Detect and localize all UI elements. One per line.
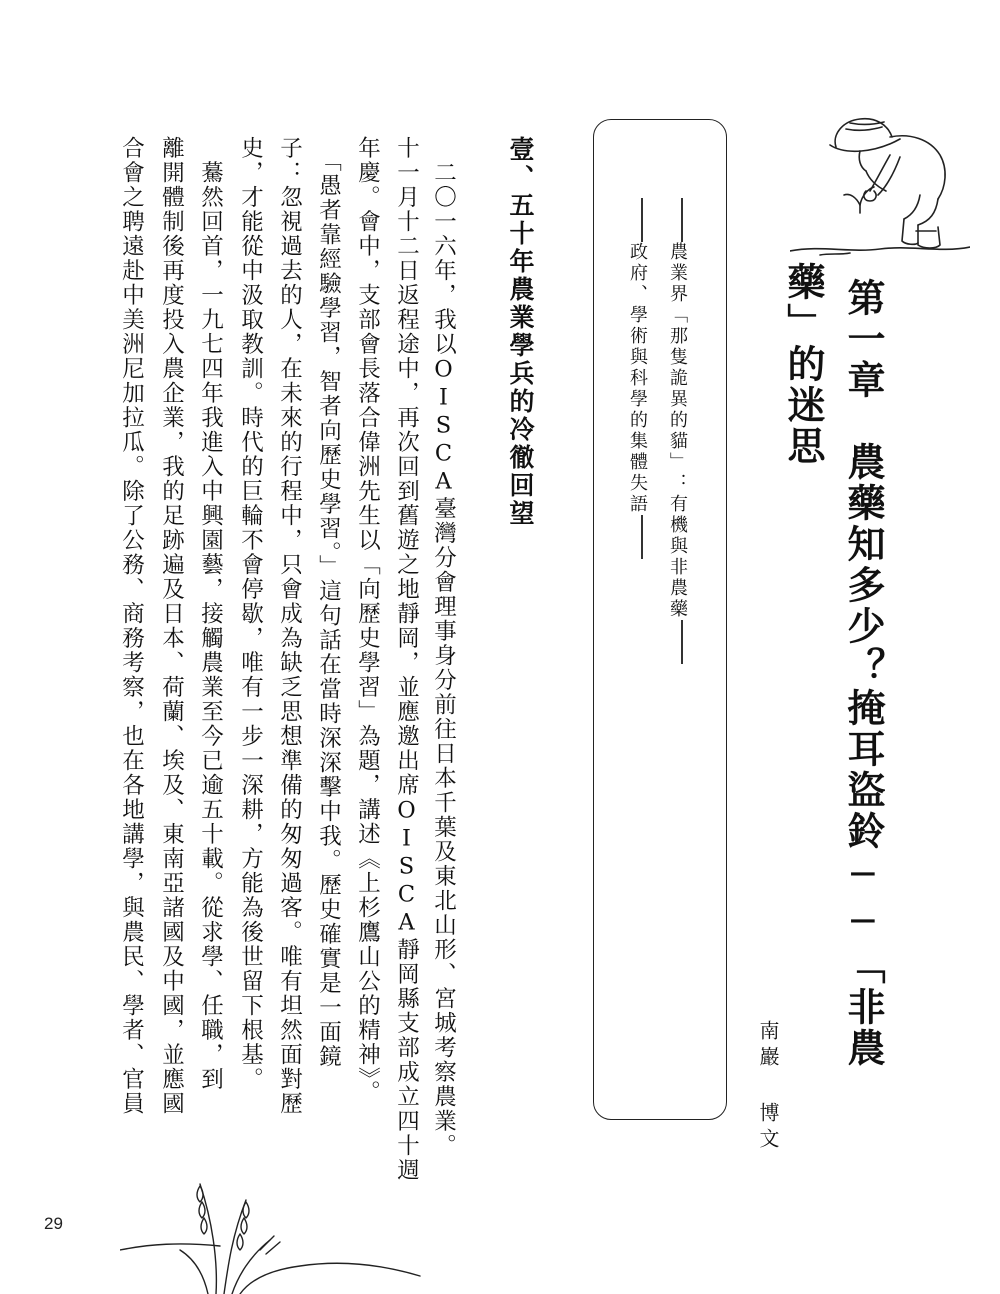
body-line: 年慶。會中，支部會長落合偉洲先生以「向歷史學習」為題，講述《上杉鷹山公的精神》。 [354, 136, 381, 1105]
em-dash-left [641, 198, 643, 242]
body-line: 「愚者靠經驗學習，智者向歷史學習。」這句話在當時深深擊中我。歷史確實是一面鏡 [315, 136, 342, 1069]
subtitle-frame [593, 119, 727, 1120]
body-line: 合會之聘遠赴中美洲尼加拉瓜。除了公務、商務考察，也在各地講學，與農民、學者、官員 [118, 136, 145, 1116]
section-heading: 壹、五十年農業學兵的冷徹回望 [506, 136, 535, 528]
body-line: 史，才能從中汲取教訓。時代的巨輪不會停歇，唯有一步一深耕，方能為後世留下根基。 [237, 136, 264, 1092]
subtitle-line-1-text: 農業界「那隻詭異的貓」：有機與非農藥 [667, 242, 688, 620]
body-line: 十一月十二日返程途中，再次回到舊遊之地靜岡，並應邀出席OISCA靜岡縣支部成立四十週 [393, 136, 420, 1183]
body-line: 子：忽視過去的人，在未來的行程中，只會成為缺乏思想準備的匆匆過客。唯有坦然面對歷 [276, 136, 303, 1116]
author-name: 南巖 博文 [756, 1020, 780, 1154]
body-line: 二〇一六年，我以OISCA臺灣分會理事身分前往日本千葉及東北山形、宮城考察農業。 [430, 136, 457, 1158]
em-dash-left [681, 198, 683, 242]
em-dash-right [681, 620, 683, 664]
subtitle-line-1 [668, 198, 686, 664]
em-dash-right [641, 515, 643, 559]
body-line: 驀然回首，一九七四年我進入中興園藝，接觸農業至今已逾五十載。從求學、任職，到 [197, 136, 224, 1092]
subtitle-line-2-text: 政府、學術與科學的集體失語 [627, 242, 648, 515]
page-number: 29 [44, 1214, 63, 1233]
body-line: 離開體制後再度投入農企業，我的足跡遍及日本、荷蘭、埃及、東南亞諸國及中國，並應國 [158, 136, 185, 1116]
rice-stalks-icon [120, 1180, 440, 1294]
farmer-planting-seedling-icon [790, 95, 970, 265]
chapter-title-line-2: 藥」的迷思 [781, 262, 825, 467]
chapter-title-line-1: 第一章 農藥知多少？掩耳盜鈴──「非農 [841, 278, 885, 1069]
subtitle-line-2 [628, 198, 646, 559]
